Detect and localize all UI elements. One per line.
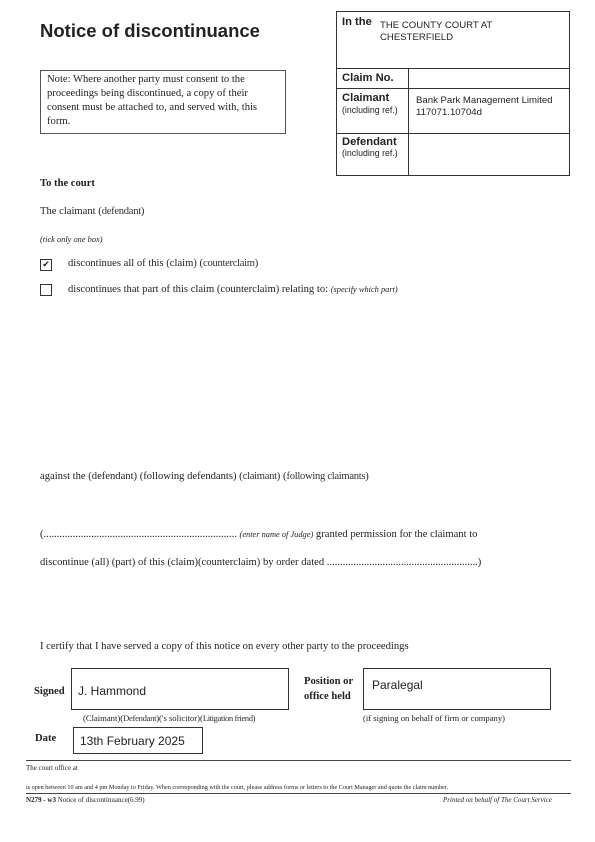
capacity-mid: )('s solicitor)( (156, 713, 203, 723)
claimant-ref[interactable]: 117071.10704d (416, 107, 482, 118)
claimant-statement (40, 206, 144, 217)
option1-prefix: discontinues all of this (claim) ( (68, 258, 204, 269)
signed-label: Signed (34, 686, 65, 697)
position-label (304, 674, 353, 704)
in-the-label: In the (342, 16, 372, 28)
struck-defendant: defendant (101, 206, 141, 217)
tick-note: (tick only one box) (40, 235, 103, 244)
judge-permission-line (40, 529, 477, 540)
claimant-prefix: The claimant ( (40, 206, 102, 217)
option1-suffix: ) (254, 258, 259, 269)
position-field[interactable]: Paralegal (363, 668, 551, 710)
defendant-ref-label: (including ref.) (342, 148, 398, 158)
struck-defendant-capacity: Defendant (123, 713, 157, 723)
to-the-court-heading: To the court (40, 178, 95, 189)
option2-text: discontinues that part of this claim (counterclaim) relating to: (68, 284, 329, 295)
discontinue-all-checkbox[interactable]: ✔ (40, 259, 52, 271)
struck-counterclaim: counterclaim (203, 258, 255, 269)
option2-hint: (specify which part) (330, 285, 398, 294)
form-code: N279 - w3 (26, 796, 56, 804)
discontinue-all-label (68, 258, 258, 269)
court-name: THE COUNTY COURT AT CHESTERFIELD (380, 20, 493, 43)
certification-statement: I certify that I have served a copy of this notice on every other party to the proceedings (40, 641, 409, 652)
against-prefix: against the (defendant) (following defendants) ( (40, 471, 243, 482)
claim-no-label: Claim No. (342, 72, 394, 84)
date-label: Date (35, 733, 57, 744)
signer-capacity (83, 713, 255, 723)
page-title: Notice of discontinuance (40, 20, 260, 41)
struck-claimant: claimant (242, 471, 277, 482)
against-statement (40, 471, 369, 482)
judge-hint: (enter name of Judge) (239, 530, 314, 539)
court-details-table (336, 11, 570, 176)
judge-line-prefix: (......................................................................... (40, 529, 237, 540)
order-dated-line: discontinue (all) (part) of this (claim)(counterclaim) by order dated .........................................................) (40, 557, 482, 568)
claimant-name[interactable]: Bank Park Management Limited (416, 95, 553, 106)
claimant-ref-label: (including ref.) (342, 105, 398, 115)
capacity-suffix: ) (252, 713, 256, 723)
struck-following-claimants: following claimants (286, 471, 366, 482)
defendant-label: Defendant (342, 136, 397, 148)
against-suffix: ) (365, 471, 369, 482)
date-field[interactable]: 13th February 2025 (73, 727, 203, 754)
discontinue-part-label (68, 284, 398, 295)
position-label-line2: office held (304, 691, 351, 702)
printed-by: Printed on behalf of The Court Service (443, 796, 552, 804)
consent-note: Note: Where another party must consent to the proceedings being discontinued, a copy of their consent must be attached to, and served with, this form. (40, 70, 286, 134)
behalf-note: (if signing on behalf of firm or company) (363, 713, 505, 723)
form-reference (26, 796, 145, 804)
claimant-label: Claimant (342, 92, 390, 104)
form-name: Notice of discontinuance(6.99) (57, 796, 145, 804)
against-mid: ) ( (276, 471, 287, 482)
discontinue-part-checkbox[interactable] (40, 284, 52, 296)
signature-field[interactable]: J. Hammond (71, 668, 289, 710)
capacity-prefix: (Claimant)( (83, 713, 124, 723)
court-office-line: The court office at (26, 764, 78, 772)
claimant-suffix: ) (140, 206, 145, 217)
opening-hours-line: is open between 10 am and 4 pm Monday to Friday. When corresponding with the court, please address forms or letters to the Court Manager and quote the claim number. (26, 784, 449, 791)
judge-line-suffix: granted permission for the claimant to (315, 529, 478, 540)
struck-litigation-friend: Litigation friend (202, 713, 253, 723)
position-label-line1: Position or (304, 676, 354, 687)
